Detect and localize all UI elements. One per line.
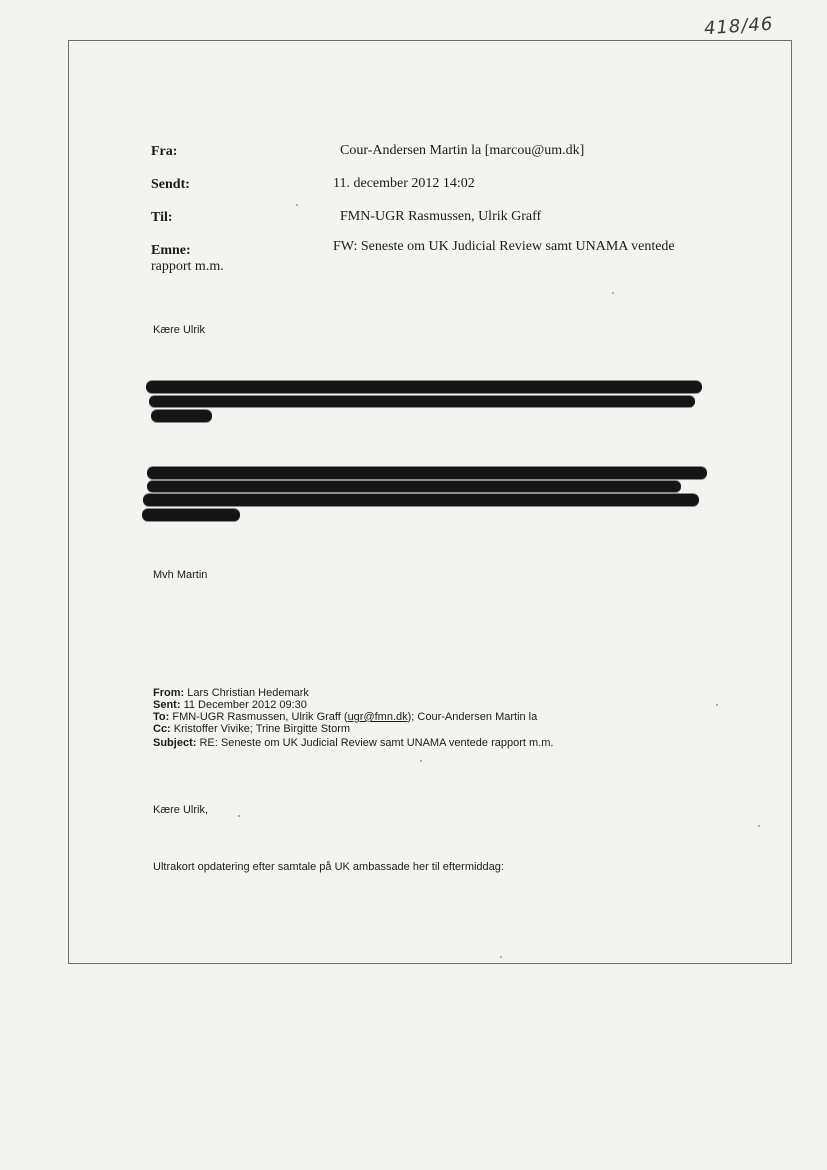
- fwd-to-value-b: ); Cour-Andersen Martin la: [407, 711, 538, 723]
- redaction-bar: [149, 396, 695, 407]
- scan-speck: [296, 204, 298, 206]
- signoff: Mvh Martin: [153, 569, 208, 581]
- scan-speck: [612, 292, 614, 294]
- fwd-from-value: Lars Christian Hedemark: [187, 687, 309, 699]
- redaction-bar: [146, 381, 702, 393]
- fwd-greeting: Kære Ulrik,: [153, 804, 209, 816]
- subject-continuation: rapport m.m.: [151, 259, 224, 274]
- greeting: Kære Ulrik: [153, 324, 205, 336]
- fwd-sent-line: [153, 699, 307, 711]
- scan-speck: [238, 815, 240, 817]
- handwritten-page-number: 418/46: [703, 13, 774, 40]
- redaction-bar: [147, 481, 681, 492]
- fwd-cc-value: Kristoffer Vivike; Trine Birgitte Storm: [173, 723, 351, 735]
- fwd-to-email-link[interactable]: ugr@fmn.dk: [347, 711, 408, 723]
- redaction-bar: [142, 509, 240, 521]
- scan-speck: [758, 825, 760, 827]
- from-label: Fra:: [151, 144, 178, 159]
- fwd-subject-value: RE: Seneste om UK Judicial Review samt UNAMA ventede rapport m.m.: [199, 737, 554, 749]
- sent-label: Sendt:: [151, 177, 190, 192]
- scan-speck: [716, 704, 718, 706]
- fwd-subject-label: Subject:: [153, 737, 197, 749]
- fwd-to-value-a: FMN-UGR Rasmussen, Ulrik Graff (: [172, 711, 348, 723]
- fwd-cc-label: Cc:: [153, 723, 171, 735]
- scan-speck: [500, 956, 502, 958]
- to-value: FMN-UGR Rasmussen, Ulrik Graff: [340, 209, 542, 224]
- fwd-body-line: Ultrakort opdatering efter samtale på UK ambassade her til eftermiddag:: [153, 861, 504, 873]
- fwd-cc-line: [153, 723, 350, 735]
- fwd-to-line: [153, 711, 537, 723]
- subject-value: FW: Seneste om UK Judicial Review samt UNAMA ventede: [333, 239, 675, 254]
- fwd-from-line: [153, 687, 309, 699]
- to-label: Til:: [151, 210, 173, 225]
- redaction-bar: [151, 410, 212, 422]
- redaction-bar: [147, 467, 707, 479]
- sent-value: 11. december 2012 14:02: [333, 176, 475, 191]
- from-value: Cour-Andersen Martin la [marcou@um.dk]: [340, 143, 585, 158]
- scan-speck: [420, 760, 422, 762]
- fwd-to-label: To:: [153, 711, 170, 723]
- fwd-sent-value: 11 December 2012 09:30: [183, 699, 307, 711]
- fwd-subject-line: [153, 737, 553, 749]
- fwd-from-label: From:: [153, 687, 185, 699]
- fwd-sent-label: Sent:: [153, 699, 181, 711]
- redaction-bar: [143, 494, 699, 506]
- subject-label: Emne:: [151, 243, 191, 258]
